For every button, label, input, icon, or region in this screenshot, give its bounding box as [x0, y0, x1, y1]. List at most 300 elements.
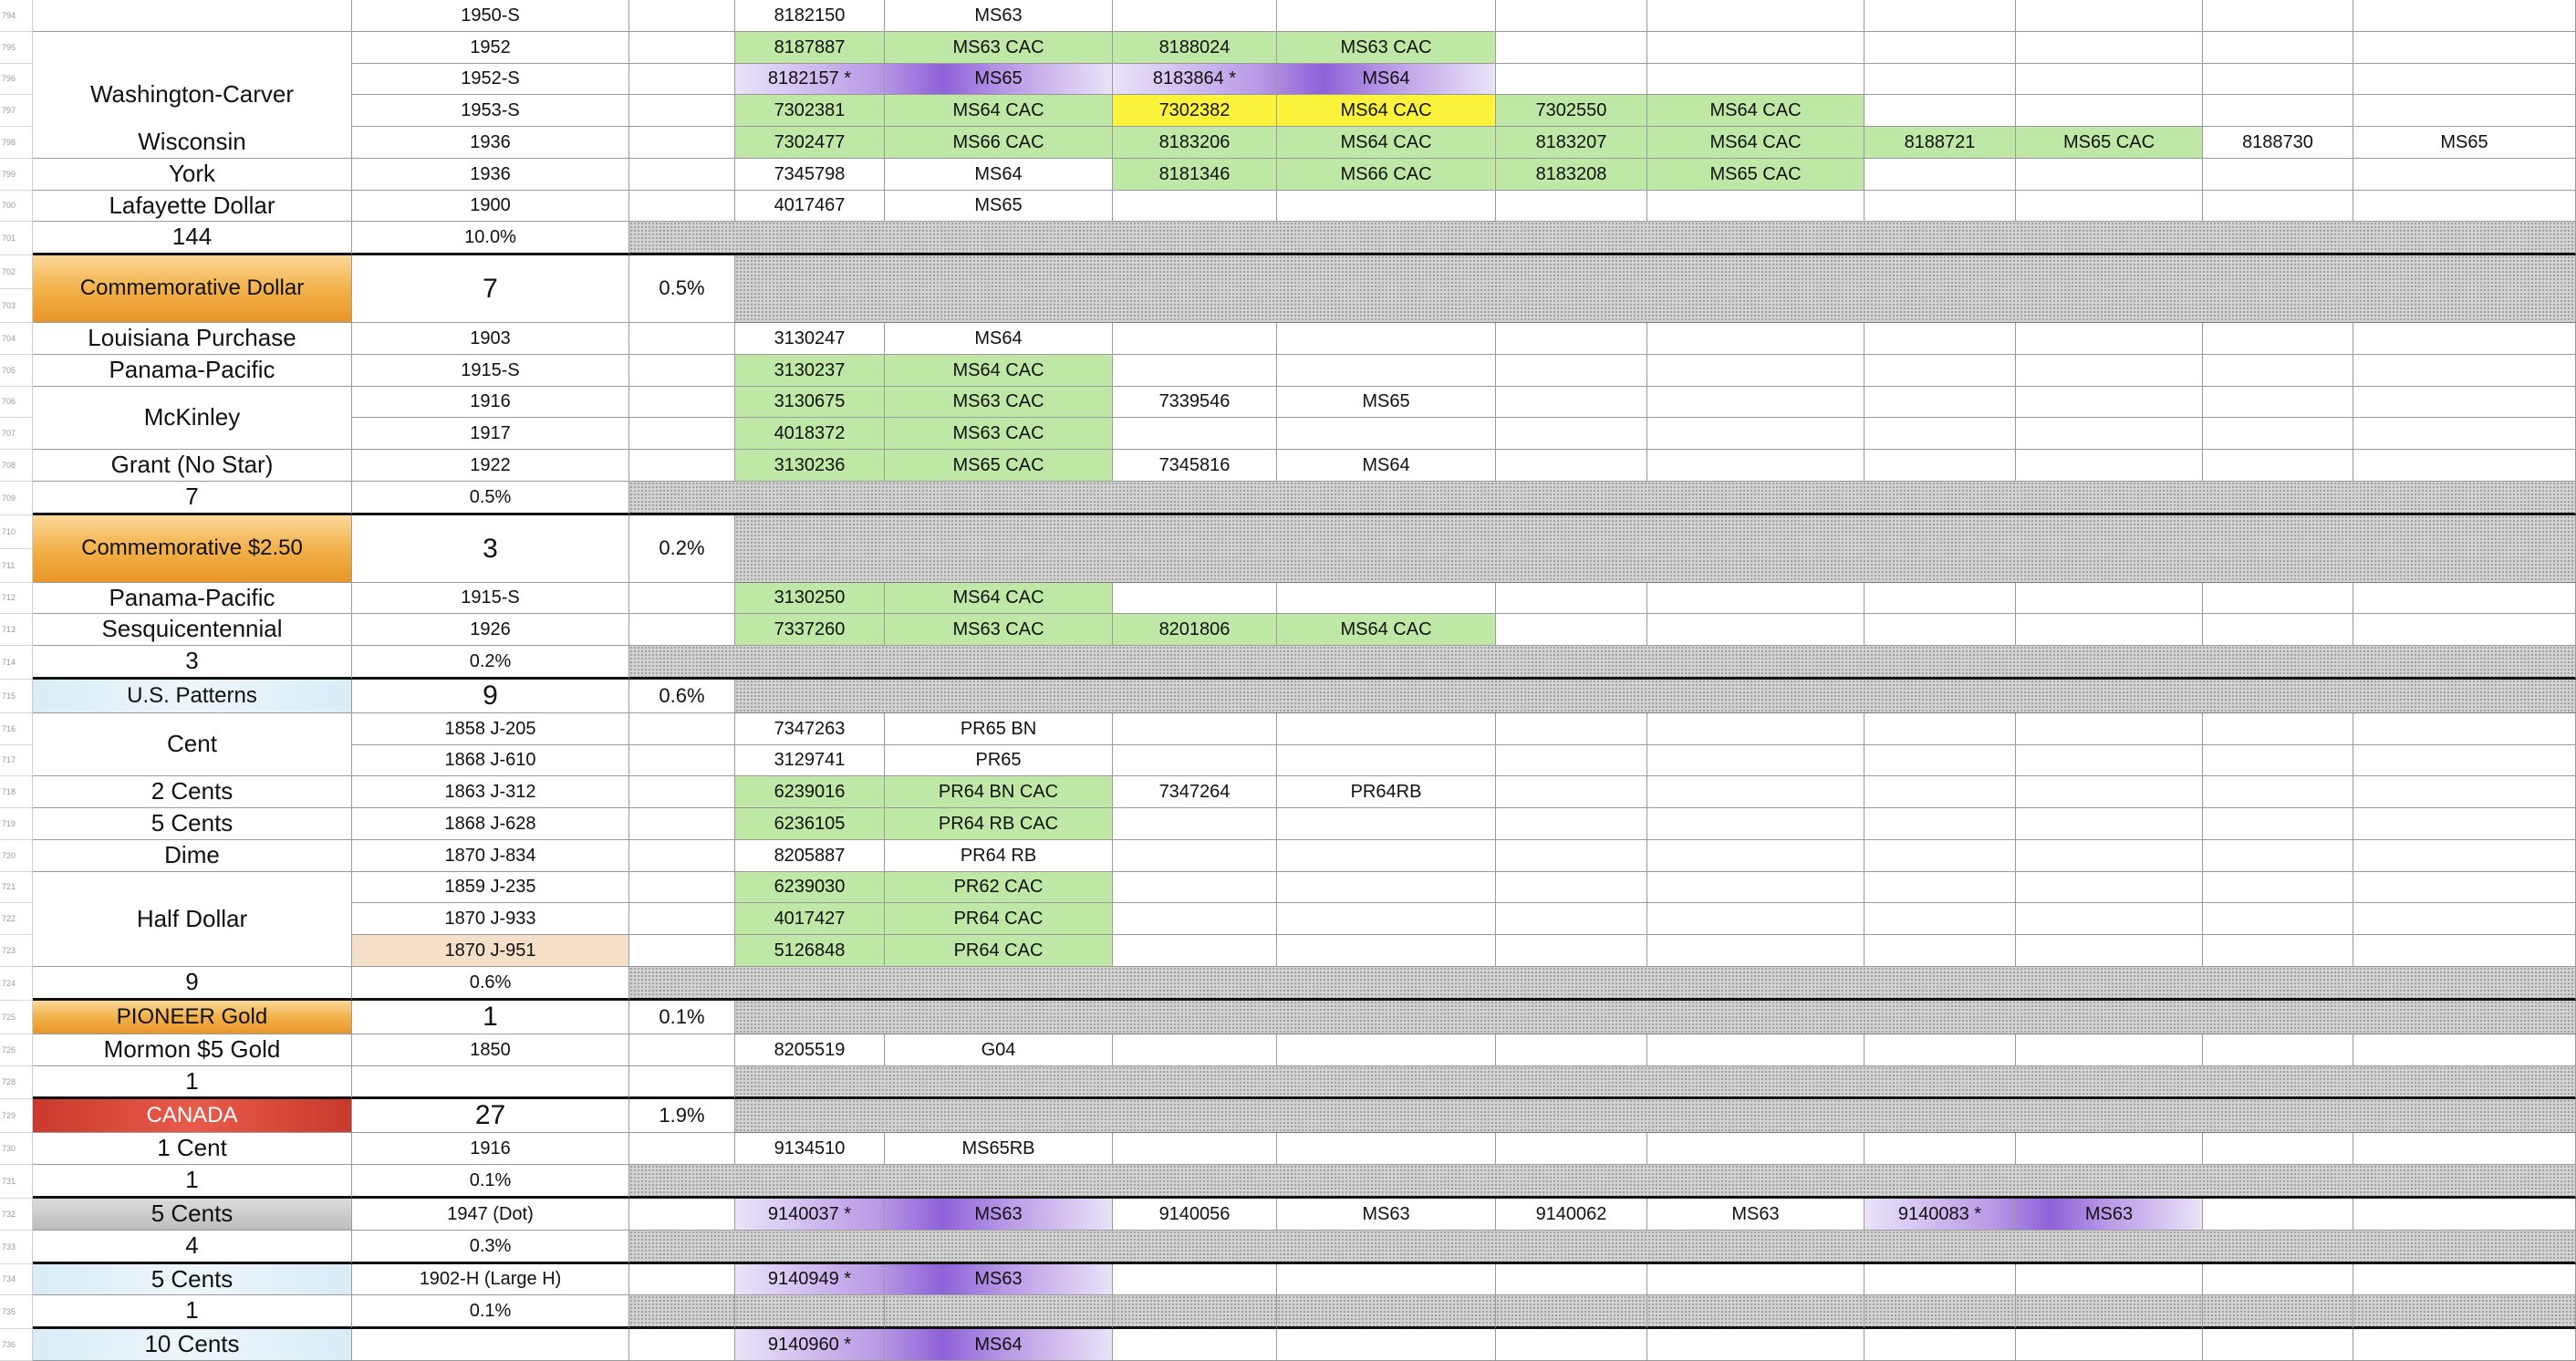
cert-number[interactable]: 9134510: [735, 1133, 885, 1165]
subtotal-count[interactable]: 144: [33, 222, 352, 255]
coin-type[interactable]: Mormon $5 Gold: [33, 1034, 352, 1066]
empty-cell[interactable]: [1496, 776, 1647, 808]
section-count[interactable]: 27: [352, 1099, 629, 1133]
cert-number[interactable]: 8181346: [1113, 159, 1277, 191]
section-header[interactable]: CANADA: [33, 1099, 352, 1133]
coin-type[interactable]: Louisiana Purchase: [33, 323, 352, 355]
coin-type[interactable]: York: [33, 159, 352, 191]
empty-cell[interactable]: [2353, 1264, 2576, 1295]
section-percent[interactable]: 0.2%: [629, 515, 735, 583]
grade[interactable]: MS64 CAC: [1277, 127, 1496, 159]
cert-number[interactable]: 6239016: [735, 776, 885, 808]
empty-cell[interactable]: [1113, 1034, 1277, 1066]
empty-cell[interactable]: [1496, 323, 1647, 355]
blank-cell[interactable]: [629, 745, 735, 776]
cert-number[interactable]: 8187887: [735, 32, 885, 64]
empty-cell[interactable]: [1496, 745, 1647, 776]
blank-cell[interactable]: [629, 95, 735, 127]
empty-cell[interactable]: [2353, 355, 2576, 387]
empty-cell[interactable]: [1864, 1034, 2016, 1066]
grade[interactable]: PR64 CAC: [885, 903, 1113, 935]
empty-cell[interactable]: [2353, 64, 2576, 95]
blank-cell[interactable]: [629, 776, 735, 808]
empty-cell[interactable]: [1496, 1264, 1647, 1295]
empty-cell[interactable]: [1496, 450, 1647, 482]
grade[interactable]: PR65 BN: [885, 713, 1113, 745]
empty-cell[interactable]: [2203, 583, 2353, 614]
empty-cell[interactable]: [1277, 1264, 1496, 1295]
blank-cell[interactable]: [629, 64, 735, 95]
grade[interactable]: MS64 CAC: [1277, 614, 1496, 646]
empty-cell[interactable]: [1864, 583, 2016, 614]
empty-cell[interactable]: [1864, 355, 2016, 387]
empty-cell[interactable]: [1647, 1034, 1864, 1066]
cert-number[interactable]: 3129741: [735, 745, 885, 776]
cert-number[interactable]: 8182157 *: [735, 64, 885, 95]
empty-cell[interactable]: [2016, 808, 2203, 840]
section-percent[interactable]: 0.5%: [629, 255, 735, 323]
coin-type[interactable]: Lafayette Dollar: [33, 191, 352, 222]
empty-cell[interactable]: [2016, 191, 2203, 222]
empty-cell[interactable]: [1647, 323, 1864, 355]
grade[interactable]: MS63: [885, 1264, 1113, 1295]
cert-number[interactable]: 8182150: [735, 0, 885, 32]
empty-cell[interactable]: [2016, 776, 2203, 808]
blank-cell[interactable]: [629, 1199, 735, 1231]
empty-cell[interactable]: [2016, 1133, 2203, 1165]
empty-cell[interactable]: [1496, 1329, 1647, 1361]
empty-cell[interactable]: [1496, 355, 1647, 387]
empty-cell[interactable]: [1647, 840, 1864, 872]
section-header[interactable]: PIONEER Gold: [33, 1001, 352, 1034]
empty-cell[interactable]: [2203, 418, 2353, 450]
empty-cell[interactable]: [1277, 323, 1496, 355]
cert-number[interactable]: 8188730: [2203, 127, 2353, 159]
empty-cell[interactable]: [2353, 583, 2576, 614]
cert-number[interactable]: 3130250: [735, 583, 885, 614]
empty-cell[interactable]: [1864, 191, 2016, 222]
empty-cell[interactable]: [1113, 903, 1277, 935]
subtotal-percent[interactable]: 0.5%: [352, 482, 629, 515]
subtotal-count[interactable]: 7: [33, 482, 352, 515]
cert-number[interactable]: 8201806: [1113, 614, 1277, 646]
empty-cell[interactable]: [1277, 1034, 1496, 1066]
empty-cell[interactable]: [1277, 713, 1496, 745]
empty-cell[interactable]: [1864, 450, 2016, 482]
grade[interactable]: MS64 CAC: [885, 355, 1113, 387]
coin-type[interactable]: Panama-Pacific: [33, 355, 352, 387]
empty-cell[interactable]: [2016, 872, 2203, 903]
coin-type[interactable]: Washington-Carver: [33, 32, 352, 159]
empty-cell[interactable]: [2353, 387, 2576, 418]
empty-cell[interactable]: [1277, 355, 1496, 387]
empty-cell[interactable]: [2016, 159, 2203, 191]
empty-cell[interactable]: [1864, 323, 2016, 355]
empty-cell[interactable]: [1277, 808, 1496, 840]
cert-number[interactable]: 7345816: [1113, 450, 1277, 482]
empty-cell[interactable]: [2016, 0, 2203, 32]
empty-cell[interactable]: [2016, 32, 2203, 64]
grade[interactable]: MS64 CAC: [885, 95, 1113, 127]
empty-cell[interactable]: [2203, 1133, 2353, 1165]
empty-cell[interactable]: [2353, 191, 2576, 222]
subtotal-count[interactable]: 4: [33, 1231, 352, 1264]
empty-cell[interactable]: [1864, 1329, 2016, 1361]
empty-cell[interactable]: [1647, 713, 1864, 745]
cert-number[interactable]: 8188024: [1113, 32, 1277, 64]
blank-cell[interactable]: [629, 387, 735, 418]
empty-cell[interactable]: [1496, 191, 1647, 222]
empty-cell[interactable]: [2203, 159, 2353, 191]
coin-type[interactable]: 5 Cents: [33, 808, 352, 840]
empty-cell[interactable]: [1496, 1133, 1647, 1165]
empty-cell[interactable]: [2353, 935, 2576, 967]
blank-cell[interactable]: [629, 713, 735, 745]
coin-date[interactable]: 1922: [352, 450, 629, 482]
empty-cell[interactable]: [2353, 0, 2576, 32]
cert-number[interactable]: 7302550: [1496, 95, 1647, 127]
empty-cell[interactable]: [2203, 872, 2353, 903]
cert-number[interactable]: 7337260: [735, 614, 885, 646]
coin-date[interactable]: 1870 J-933: [352, 903, 629, 935]
empty-cell[interactable]: [1647, 191, 1864, 222]
section-header[interactable]: U.S. Patterns: [33, 680, 352, 713]
empty-cell[interactable]: [2016, 418, 2203, 450]
empty-cell[interactable]: [2353, 745, 2576, 776]
empty-cell[interactable]: [1113, 1329, 1277, 1361]
cert-number[interactable]: 7302477: [735, 127, 885, 159]
empty-cell[interactable]: [1864, 614, 2016, 646]
grade[interactable]: MS66 CAC: [1277, 159, 1496, 191]
coin-date[interactable]: 1952-S: [352, 64, 629, 95]
coin-date[interactable]: 1870 J-834: [352, 840, 629, 872]
empty-cell[interactable]: [2016, 935, 2203, 967]
coin-type[interactable]: Grant (No Star): [33, 450, 352, 482]
cert-number[interactable]: 3130236: [735, 450, 885, 482]
grade[interactable]: MS65 CAC: [885, 450, 1113, 482]
subtotal-percent[interactable]: 0.6%: [352, 967, 629, 1001]
cert-number[interactable]: 8183207: [1496, 127, 1647, 159]
empty-cell[interactable]: [1647, 418, 1864, 450]
empty-cell[interactable]: [1113, 0, 1277, 32]
subtotal-percent[interactable]: 0.1%: [352, 1295, 629, 1329]
grade[interactable]: PR64 RB CAC: [885, 808, 1113, 840]
empty-cell[interactable]: [1864, 1264, 2016, 1295]
empty-cell[interactable]: [1496, 935, 1647, 967]
blank-cell[interactable]: [629, 1264, 735, 1295]
section-percent[interactable]: 0.6%: [629, 680, 735, 713]
empty-cell[interactable]: [1496, 387, 1647, 418]
empty-cell[interactable]: [2353, 1133, 2576, 1165]
grade[interactable]: MS63 CAC: [885, 387, 1113, 418]
empty-cell[interactable]: [1864, 0, 2016, 32]
cert-number[interactable]: 5126848: [735, 935, 885, 967]
empty-cell[interactable]: [1647, 808, 1864, 840]
cert-number[interactable]: 8183208: [1496, 159, 1647, 191]
empty-cell[interactable]: [1496, 713, 1647, 745]
empty-cell[interactable]: [1496, 418, 1647, 450]
coin-date[interactable]: 1915-S: [352, 583, 629, 614]
cert-number[interactable]: 3130247: [735, 323, 885, 355]
cert-number[interactable]: 8205887: [735, 840, 885, 872]
section-header[interactable]: Commemorative Dollar: [33, 255, 352, 323]
blank-cell[interactable]: [629, 1329, 735, 1361]
empty-cell[interactable]: [1113, 872, 1277, 903]
empty-cell[interactable]: [1496, 32, 1647, 64]
section-count[interactable]: 7: [352, 255, 629, 323]
empty-cell[interactable]: [2203, 840, 2353, 872]
empty-cell[interactable]: [1647, 1133, 1864, 1165]
coin-date[interactable]: 1902-H (Large H): [352, 1264, 629, 1295]
coin-date[interactable]: 1952: [352, 32, 629, 64]
empty-cell[interactable]: [2203, 95, 2353, 127]
coin-date[interactable]: 1936: [352, 127, 629, 159]
grade[interactable]: PR62 CAC: [885, 872, 1113, 903]
empty-cell[interactable]: [1277, 872, 1496, 903]
grade[interactable]: MS64: [885, 159, 1113, 191]
coin-date[interactable]: 1870 J-951: [352, 935, 629, 967]
empty-cell[interactable]: [1113, 840, 1277, 872]
blank-cell[interactable]: [629, 32, 735, 64]
empty-cell[interactable]: [2353, 776, 2576, 808]
empty-cell[interactable]: [2203, 935, 2353, 967]
empty-cell[interactable]: [1647, 776, 1864, 808]
empty-cell[interactable]: [2353, 323, 2576, 355]
empty-cell[interactable]: [2203, 614, 2353, 646]
empty-cell[interactable]: [1647, 903, 1864, 935]
empty-cell[interactable]: [1647, 583, 1864, 614]
blank-cell[interactable]: [629, 355, 735, 387]
empty-cell[interactable]: [1277, 935, 1496, 967]
coin-date[interactable]: 1953-S: [352, 95, 629, 127]
empty-cell[interactable]: [1864, 745, 2016, 776]
empty-cell[interactable]: [1113, 355, 1277, 387]
empty-cell[interactable]: [1496, 903, 1647, 935]
grade[interactable]: MS64: [885, 323, 1113, 355]
empty-cell[interactable]: [1864, 713, 2016, 745]
empty-cell[interactable]: [1864, 1133, 2016, 1165]
grade[interactable]: MS63: [1647, 1199, 1864, 1231]
empty-cell[interactable]: [2353, 840, 2576, 872]
blank-cell[interactable]: [629, 840, 735, 872]
coin-date[interactable]: 1917: [352, 418, 629, 450]
empty-cell[interactable]: [1647, 0, 1864, 32]
empty-cell[interactable]: [1496, 808, 1647, 840]
cert-number[interactable]: 9140037 *: [735, 1199, 885, 1231]
empty-cell[interactable]: [1496, 1034, 1647, 1066]
cert-number[interactable]: 7302381: [735, 95, 885, 127]
empty-cell[interactable]: [1113, 713, 1277, 745]
empty-cell[interactable]: [2203, 387, 2353, 418]
cert-number[interactable]: 9140949 *: [735, 1264, 885, 1295]
grade[interactable]: MS64 CAC: [1647, 95, 1864, 127]
subtotal-percent[interactable]: 0.3%: [352, 1231, 629, 1264]
blank-cell[interactable]: [629, 808, 735, 840]
empty-cell[interactable]: [2016, 450, 2203, 482]
coin-type[interactable]: 1 Cent: [33, 1133, 352, 1165]
cert-number[interactable]: 7339546: [1113, 387, 1277, 418]
grade[interactable]: MS66 CAC: [885, 127, 1113, 159]
coin-date[interactable]: 1903: [352, 323, 629, 355]
empty-cell[interactable]: [1113, 935, 1277, 967]
grade[interactable]: MS63 CAC: [885, 32, 1113, 64]
empty-cell[interactable]: [2353, 614, 2576, 646]
subtotal-count[interactable]: 1: [33, 1165, 352, 1199]
empty-cell[interactable]: [2016, 387, 2203, 418]
empty-cell[interactable]: [2353, 808, 2576, 840]
grade[interactable]: MS63: [885, 0, 1113, 32]
section-count[interactable]: 1: [352, 1001, 629, 1034]
empty-cell[interactable]: [2203, 1199, 2353, 1231]
empty-cell[interactable]: [2016, 64, 2203, 95]
coin-type[interactable]: Panama-Pacific: [33, 583, 352, 614]
coin-type[interactable]: 5 Cents: [33, 1264, 352, 1295]
empty-cell[interactable]: [2016, 1034, 2203, 1066]
empty-cell[interactable]: [1496, 614, 1647, 646]
subtotal-percent[interactable]: 0.1%: [352, 1165, 629, 1199]
grade[interactable]: MS65 CAC: [1647, 159, 1864, 191]
empty-cell[interactable]: [2203, 1264, 2353, 1295]
empty-cell[interactable]: [2203, 776, 2353, 808]
empty-cell[interactable]: [2353, 418, 2576, 450]
cert-number[interactable]: 9140062: [1496, 1199, 1647, 1231]
cert-number[interactable]: 8188721: [1864, 127, 2016, 159]
empty-cell[interactable]: [2016, 614, 2203, 646]
section-percent[interactable]: 0.1%: [629, 1001, 735, 1034]
empty-cell[interactable]: [1113, 191, 1277, 222]
empty-cell[interactable]: [1647, 387, 1864, 418]
subtotal-percent[interactable]: 10.0%: [352, 222, 629, 255]
cert-number[interactable]: 6239030: [735, 872, 885, 903]
cert-number[interactable]: 4018372: [735, 418, 885, 450]
cert-number[interactable]: 9140056: [1113, 1199, 1277, 1231]
grade[interactable]: MS64 CAC: [1647, 127, 1864, 159]
coin-type[interactable]: 2 Cents: [33, 776, 352, 808]
empty-cell[interactable]: [2203, 323, 2353, 355]
cert-number[interactable]: 6236105: [735, 808, 885, 840]
empty-cell[interactable]: [2203, 903, 2353, 935]
subtotal-percent[interactable]: 0.2%: [352, 646, 629, 680]
empty-cell[interactable]: [1277, 1133, 1496, 1165]
grade[interactable]: MS63: [1277, 1199, 1496, 1231]
empty-cell[interactable]: [2016, 840, 2203, 872]
cert-number[interactable]: 7302382: [1113, 95, 1277, 127]
blank-cell[interactable]: [629, 418, 735, 450]
coin-type[interactable]: 5 Cents: [33, 1199, 352, 1231]
empty-cell[interactable]: [1864, 95, 2016, 127]
cert-number[interactable]: 4017467: [735, 191, 885, 222]
grade[interactable]: MS63 CAC: [885, 614, 1113, 646]
cert-number[interactable]: 8205519: [735, 1034, 885, 1066]
empty-cell[interactable]: [2016, 903, 2203, 935]
empty-cell[interactable]: [1864, 872, 2016, 903]
empty-cell[interactable]: [1864, 935, 2016, 967]
empty-cell[interactable]: [1864, 418, 2016, 450]
coin-date[interactable]: 1868 J-610: [352, 745, 629, 776]
empty-cell[interactable]: [1113, 1264, 1277, 1295]
blank-cell[interactable]: [629, 1034, 735, 1066]
empty-cell[interactable]: [2016, 95, 2203, 127]
empty-cell[interactable]: [2203, 450, 2353, 482]
empty-cell[interactable]: [1647, 745, 1864, 776]
empty-cell[interactable]: [1113, 745, 1277, 776]
coin-date[interactable]: 1936: [352, 159, 629, 191]
section-percent[interactable]: 1.9%: [629, 1099, 735, 1133]
grade[interactable]: MS64 CAC: [885, 583, 1113, 614]
coin-type[interactable]: Cent: [33, 713, 352, 776]
grade[interactable]: MS64: [885, 1329, 1113, 1361]
empty-cell[interactable]: [1113, 418, 1277, 450]
coin-type[interactable]: Half Dollar: [33, 872, 352, 967]
empty-cell[interactable]: [2016, 583, 2203, 614]
empty-cell[interactable]: [1647, 1264, 1864, 1295]
cert-number[interactable]: 7345798: [735, 159, 885, 191]
blank-cell[interactable]: [629, 323, 735, 355]
empty-cell[interactable]: [2203, 1034, 2353, 1066]
coin-date[interactable]: 1950-S: [352, 0, 629, 32]
grade[interactable]: MS64: [1277, 64, 1496, 95]
blank-cell[interactable]: [629, 614, 735, 646]
coin-type[interactable]: Dime: [33, 840, 352, 872]
cert-number[interactable]: 3130675: [735, 387, 885, 418]
empty-cell[interactable]: [1277, 840, 1496, 872]
coin-date[interactable]: 1915-S: [352, 355, 629, 387]
empty-cell[interactable]: [1647, 935, 1864, 967]
grade[interactable]: PR64RB: [1277, 776, 1496, 808]
cert-number[interactable]: 4017427: [735, 903, 885, 935]
cert-number[interactable]: 3130237: [735, 355, 885, 387]
subtotal-count[interactable]: 1: [33, 1295, 352, 1329]
section-count[interactable]: 9: [352, 680, 629, 713]
blank-cell[interactable]: [629, 159, 735, 191]
empty-cell[interactable]: [1864, 64, 2016, 95]
grade[interactable]: PR64 RB: [885, 840, 1113, 872]
empty-cell[interactable]: [2203, 64, 2353, 95]
empty-cell[interactable]: [2016, 323, 2203, 355]
empty-cell[interactable]: [2016, 745, 2203, 776]
blank-cell[interactable]: [629, 191, 735, 222]
coin-date[interactable]: 1858 J-205: [352, 713, 629, 745]
grade[interactable]: MS64 CAC: [1277, 95, 1496, 127]
blank-cell[interactable]: [629, 0, 735, 32]
section-header[interactable]: Commemorative $2.50: [33, 515, 352, 583]
blank-cell[interactable]: [629, 903, 735, 935]
empty-cell[interactable]: [2203, 0, 2353, 32]
grade[interactable]: G04: [885, 1034, 1113, 1066]
subtotal-count[interactable]: 9: [33, 967, 352, 1001]
grade[interactable]: MS63 CAC: [885, 418, 1113, 450]
coin-type[interactable]: Wisconsin: [33, 127, 352, 159]
empty-cell[interactable]: [1864, 808, 2016, 840]
empty-cell[interactable]: [2353, 713, 2576, 745]
grade[interactable]: MS65: [2353, 127, 2576, 159]
grade[interactable]: MS63: [885, 1199, 1113, 1231]
empty-cell[interactable]: [1864, 387, 2016, 418]
grade[interactable]: MS65: [885, 191, 1113, 222]
empty-cell[interactable]: [1647, 872, 1864, 903]
empty-cell[interactable]: [1647, 614, 1864, 646]
grade[interactable]: MS63: [2016, 1199, 2203, 1231]
empty-cell[interactable]: [1864, 776, 2016, 808]
blank-cell[interactable]: [629, 935, 735, 967]
empty-cell[interactable]: [1647, 355, 1864, 387]
empty-cell[interactable]: [1277, 0, 1496, 32]
grade[interactable]: PR64 BN CAC: [885, 776, 1113, 808]
grade[interactable]: MS65: [1277, 387, 1496, 418]
empty-cell[interactable]: [1277, 903, 1496, 935]
blank-cell[interactable]: [629, 872, 735, 903]
blank-cell[interactable]: [629, 127, 735, 159]
